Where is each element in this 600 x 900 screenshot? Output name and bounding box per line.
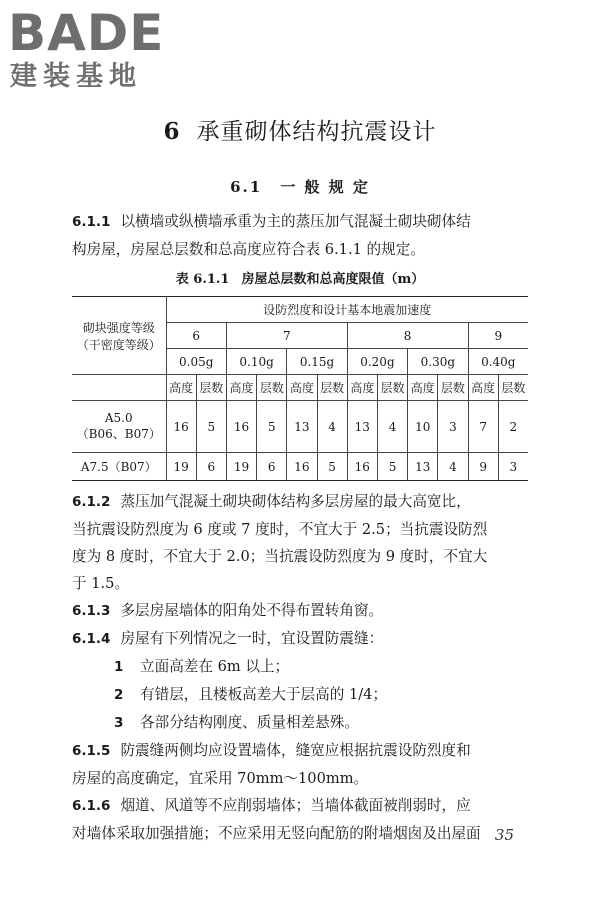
- intensity-header: 9: [468, 323, 528, 349]
- floors-header: 层数: [317, 375, 347, 401]
- page-number: 35: [494, 826, 514, 844]
- item-text: 有错层，且楼板高差大于层高的 1/4；: [140, 686, 388, 703]
- value-cell: 4: [377, 401, 407, 453]
- section-number: 6.1: [230, 178, 263, 196]
- clause-6-1-5: [72, 737, 538, 765]
- height-header: 高度: [166, 375, 196, 401]
- value-cell: 9: [468, 453, 498, 481]
- intensity-header: 6: [166, 323, 226, 349]
- chapter-title: [0, 116, 600, 148]
- clause-number: 6.1.2: [72, 494, 111, 510]
- logo: [8, 6, 188, 94]
- floors-header: 层数: [196, 375, 226, 401]
- clause-6-1-1: [72, 208, 538, 263]
- value-cell: 2: [498, 401, 528, 453]
- logo-subtitle: 建装基地: [10, 61, 142, 92]
- limits-table: [72, 296, 528, 481]
- clause-text-line: 房屋的高度确定，宜采用 70mm～100mm。: [72, 770, 369, 787]
- floors-header: 层数: [377, 375, 407, 401]
- height-header: 高度: [287, 375, 317, 401]
- clause-text-line: 于 1.5。: [72, 575, 130, 592]
- value-cell: 13: [408, 453, 438, 481]
- clause-number: 6.1.1: [72, 214, 111, 230]
- value-cell: 16: [347, 453, 377, 481]
- value-cell: 4: [438, 453, 468, 481]
- grade-line: A5.0: [104, 411, 133, 425]
- value-cell: 16: [166, 401, 196, 453]
- table-caption: [0, 270, 600, 290]
- intensity-header: 7: [226, 323, 347, 349]
- clause-text-line: 蒸压加气混凝土砌块砌体结构多层房屋的最大高宽比，: [120, 493, 471, 510]
- acceleration-header: 0.20g: [347, 349, 407, 375]
- grade-line: （B06、B07）: [76, 427, 161, 441]
- acceleration-header: 0.10g: [226, 349, 286, 375]
- value-cell: 5: [377, 453, 407, 481]
- item-number: 2: [114, 687, 124, 703]
- table-number: 表 6.1.1: [175, 272, 230, 287]
- clause-number: 6.1.3: [72, 603, 111, 619]
- item-number: 1: [114, 659, 124, 675]
- acceleration-header: 0.15g: [287, 349, 347, 375]
- clause-number: 6.1.6: [72, 798, 111, 814]
- blank-cell: [72, 375, 166, 401]
- clause-number: 6.1.4: [72, 631, 111, 647]
- value-cell: 3: [438, 401, 468, 453]
- intensity-header: 8: [347, 323, 468, 349]
- clause-text-line: 以横墙或纵横墙承重为主的蒸压加气混凝土砌块砌体结: [120, 213, 471, 230]
- table-row: [72, 401, 528, 453]
- chapter-title-text: 承重砌体结构抗震设计: [196, 119, 437, 145]
- value-cell: 6: [257, 453, 287, 481]
- grade-cell: [72, 401, 166, 453]
- value-cell: 13: [287, 401, 317, 453]
- group-header: 设防烈度和设计基本地震加速度: [166, 297, 528, 323]
- item-text: 各部分结构刚度、质量相差悬殊。: [140, 714, 359, 731]
- list-item: [72, 681, 538, 709]
- value-cell: 5: [317, 453, 347, 481]
- row-header-line: （干密度等级）: [76, 337, 161, 352]
- clause-6-1-2: [72, 488, 538, 516]
- section-title-text: 一 般 规 定: [280, 178, 370, 196]
- row-header-line: 砌块强度等级: [82, 320, 155, 335]
- floors-header: 层数: [257, 375, 287, 401]
- clause-text-line: 度为 8 度时，不宜大于 2.0；当抗震设防烈度为 9 度时，不宜大: [72, 548, 488, 565]
- height-header: 高度: [347, 375, 377, 401]
- value-cell: 16: [287, 453, 317, 481]
- clause-text-line: 房屋有下列情况之一时，宜设置防震缝：: [120, 630, 384, 647]
- clauses-body: [72, 488, 538, 847]
- value-cell: 5: [257, 401, 287, 453]
- clause-text-line: 多层房屋墙体的阳角处不得布置转角窗。: [120, 602, 384, 619]
- item-text: 立面高差在 6m 以上；: [140, 658, 290, 675]
- height-header: 高度: [226, 375, 256, 401]
- list-item: [72, 653, 538, 681]
- clause-number: 6.1.5: [72, 743, 111, 759]
- clause-6-1-6: [72, 792, 538, 820]
- clause-text-line: 防震缝两侧均应设置墙体，缝宽应根据抗震设防烈度和: [120, 742, 471, 759]
- grade-cell: A7.5（B07）: [72, 453, 166, 481]
- floors-header: 层数: [438, 375, 468, 401]
- logo-word: BADE: [8, 4, 165, 62]
- height-header: 高度: [408, 375, 438, 401]
- value-cell: 13: [347, 401, 377, 453]
- acceleration-header: 0.40g: [468, 349, 528, 375]
- table-row: [72, 453, 528, 481]
- value-cell: 19: [226, 453, 256, 481]
- value-cell: 3: [498, 453, 528, 481]
- value-cell: 5: [196, 401, 226, 453]
- height-header: 高度: [468, 375, 498, 401]
- list-item: [72, 709, 538, 737]
- floors-header: 层数: [498, 375, 528, 401]
- value-cell: 4: [317, 401, 347, 453]
- clause-6-1-4: [72, 625, 538, 653]
- clause-text-line: 构房屋，房屋总层数和总高度应符合表 6.1.1 的规定。: [72, 241, 425, 258]
- acceleration-header: 0.30g: [408, 349, 468, 375]
- row-header-cell: [72, 297, 166, 375]
- value-cell: 10: [408, 401, 438, 453]
- clause-text-line: 当抗震设防烈度为 6 度或 7 度时，不宜大于 2.5；当抗震设防烈: [72, 521, 488, 538]
- chapter-number: 6: [163, 118, 181, 145]
- clause-6-1-3: [72, 597, 538, 625]
- value-cell: 19: [166, 453, 196, 481]
- value-cell: 16: [226, 401, 256, 453]
- table-title: 房屋总层数和总高度限值（m）: [241, 272, 425, 287]
- acceleration-header: 0.05g: [166, 349, 226, 375]
- value-cell: 6: [196, 453, 226, 481]
- clause-text-line: 对墙体采取加强措施；不应采用无竖向配筋的附墙烟囱及出屋面: [72, 825, 481, 842]
- item-number: 3: [114, 715, 124, 731]
- value-cell: 7: [468, 401, 498, 453]
- clause-text-line: 烟道、风道等不应削弱墙体；当墙体截面被削弱时，应: [120, 797, 471, 814]
- section-title: [0, 176, 600, 198]
